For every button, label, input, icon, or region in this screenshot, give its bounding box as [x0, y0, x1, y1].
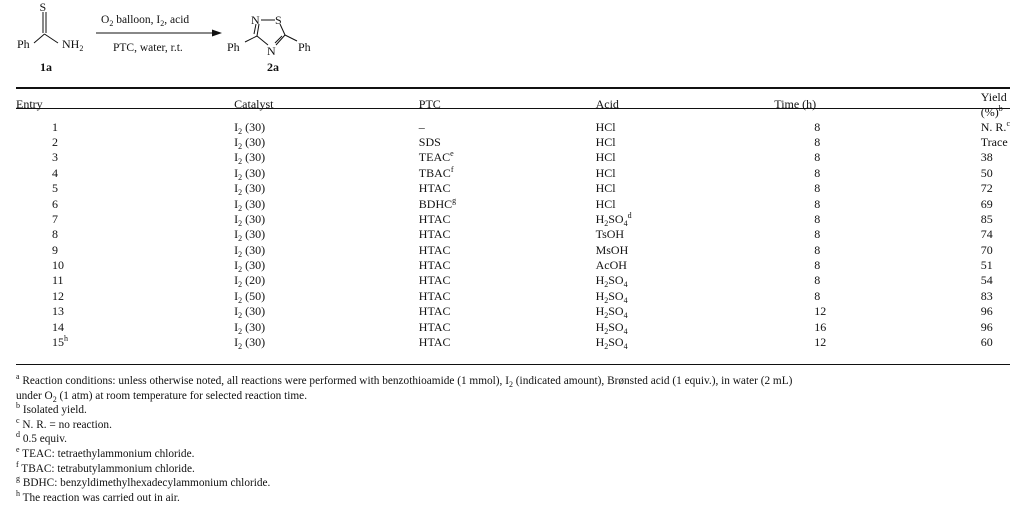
header-entry: Entry	[16, 97, 43, 112]
table-row	[16, 288, 1010, 303]
table-row	[16, 242, 1010, 257]
cell-time: 8	[814, 165, 821, 180]
cell-catalyst: $I_2$ (30)	[234, 119, 266, 136]
cell-time: 8	[814, 258, 821, 273]
cell-yield: 85	[980, 211, 993, 226]
cell-yield: 72	[980, 181, 993, 196]
cell-time: 12	[814, 304, 827, 319]
ptc-footnote-mark: g	[452, 195, 457, 205]
cell-acid: AcOH	[595, 258, 627, 273]
product-label: 2a	[267, 60, 279, 74]
cell-acid: HCl	[595, 134, 616, 149]
cell-entry: 8	[52, 227, 58, 242]
cell-ptc: HTAC	[418, 227, 451, 242]
cell-entry: 14	[52, 319, 64, 334]
table-bottom-rule	[16, 364, 1010, 365]
cell-entry: 1	[52, 119, 58, 134]
product-atom-n-bottom: N	[267, 44, 276, 58]
footnote-e: $^e$ TEAC: tetraethylammonium chloride.	[16, 444, 195, 460]
cell-ptc: HTAC	[418, 319, 451, 334]
cell-time: 16	[814, 319, 827, 334]
table-row	[16, 335, 1010, 350]
table-row	[16, 135, 1010, 150]
table-row	[16, 150, 1010, 165]
header-catalyst: Catalyst	[234, 97, 274, 112]
cell-acid: $H_2SO_4$	[595, 288, 628, 305]
footnote-h: $^h$ The reaction was carried out in air.	[16, 488, 180, 504]
entry-footnote-mark: h	[64, 334, 68, 344]
product-group-ph-left: Ph	[227, 40, 240, 54]
cell-time: 8	[814, 196, 821, 211]
cell-time: 8	[814, 119, 821, 134]
cell-catalyst: $I_2$ (30)	[234, 304, 266, 321]
cell-entry: 5	[52, 181, 58, 196]
cell-ptc: SDS	[418, 134, 441, 149]
cell-entry: 3	[52, 150, 58, 165]
reactant-group-nh2: $NH_2$	[62, 37, 84, 53]
cell-ptc: HTAC	[418, 211, 451, 226]
cell-catalyst: $I_2$ (30)	[234, 134, 266, 151]
cell-catalyst: $I_2$ (20)	[234, 273, 266, 290]
cell-yield: 70	[980, 242, 993, 257]
cell-catalyst: $I_2$ (30)	[234, 258, 266, 275]
table-row	[16, 181, 1010, 196]
cell-catalyst: $I_2$ (30)	[234, 227, 266, 244]
cell-catalyst: $I_2$ (30)	[234, 319, 266, 336]
cell-time: 8	[814, 150, 821, 165]
cell-acid: MsOH	[595, 242, 629, 257]
cell-catalyst: $I_2$ (30)	[234, 335, 266, 352]
cell-ptc: –	[418, 119, 425, 134]
cell-entry: 2	[52, 134, 58, 149]
cell-time: 12	[814, 335, 827, 350]
conditions-bottom: PTC, water, r.t.	[113, 42, 183, 54]
cell-ptc: HTAC	[418, 258, 451, 273]
table-row	[16, 165, 1010, 180]
table-row	[16, 258, 1010, 273]
cell-yield: 54	[980, 273, 993, 288]
reactant-label: 1a	[40, 60, 52, 74]
footnote-g: $^g$ BDHC: benzyldimethylhexadecylammonium chloride.	[16, 474, 271, 490]
cell-catalyst: $I_2$ (30)	[234, 181, 266, 198]
table-row	[16, 319, 1010, 334]
cell-entry: 7	[52, 211, 58, 226]
yield-footnote-mark: c	[1006, 118, 1010, 128]
table-row	[16, 227, 1010, 242]
cell-entry: 6	[52, 196, 58, 211]
cell-catalyst: $I_2$ (30)	[234, 150, 266, 167]
footnote-a: $^a$ Reaction conditions: unless otherwise noted, all reactions were performed with benzothioamide (1 mmol), $I_2$ (indicated amount), Brønsted acid (1 equiv.), in water (2 mL) under $O_2$ (1 atm) at room temperature for selected reaction time.	[16, 372, 793, 404]
cell-time: 8	[814, 288, 821, 303]
table-body	[16, 119, 1010, 350]
footnote-e-mark: e	[16, 444, 20, 454]
product-group-ph-right: Ph	[298, 40, 311, 54]
cell-acid: HCl	[595, 165, 616, 180]
cell-acid: HCl	[595, 181, 616, 196]
table-row	[16, 304, 1010, 319]
cell-entry: 11	[52, 273, 64, 288]
cell-ptc: TBAC$^f$	[418, 164, 454, 180]
cell-yield: 38	[980, 150, 993, 165]
table-row	[16, 212, 1010, 227]
footnote-a-mark: a	[16, 372, 20, 381]
cell-acid: $H_2SO_4$	[595, 319, 628, 336]
cell-acid: TsOH	[595, 227, 625, 242]
cell-time: 8	[814, 242, 821, 257]
table-header-row	[16, 90, 1010, 119]
cell-acid: $H_2SO_4^d$	[595, 210, 632, 228]
reactant-atom-s: S	[39, 0, 47, 14]
cell-ptc: TEAC$^e$	[418, 149, 454, 165]
cell-catalyst: $I_2$ (30)	[234, 211, 266, 228]
product-atom-s: S	[275, 13, 282, 27]
header-yield-footnote-mark: b	[998, 103, 1003, 113]
cell-acid: $H_2SO_4$	[595, 273, 628, 290]
conditions-top: $O_2$ balloon, $I_2$, acid	[101, 14, 190, 28]
footnote-d: $^d$ 0.5 equiv.	[16, 430, 67, 446]
footnote-h-mark: h	[16, 488, 20, 498]
cell-entry: 9	[52, 242, 58, 257]
header-ptc: PTC	[418, 97, 441, 112]
cell-time: 8	[814, 211, 821, 226]
table-row	[16, 119, 1010, 134]
cell-ptc: BDHC$^g$	[418, 195, 457, 211]
footnote-f: $^f$ TBAC: tetrabutylammonium chloride.	[16, 459, 195, 475]
cell-catalyst: $I_2$ (30)	[234, 242, 266, 259]
table-top-rule	[16, 87, 1010, 89]
cell-entry: 4	[52, 165, 58, 180]
cell-time: 8	[814, 134, 821, 149]
cell-ptc: HTAC	[418, 304, 451, 319]
cell-catalyst: $I_2$ (30)	[234, 196, 266, 213]
cell-entry: 15$^h$	[52, 334, 68, 350]
cell-time: 8	[814, 181, 821, 196]
cell-acid: HCl	[595, 150, 616, 165]
cell-entry: 13	[52, 304, 64, 319]
cell-acid: HCl	[595, 119, 616, 134]
header-acid: Acid	[595, 97, 619, 112]
footnote-f-mark: f	[16, 459, 19, 469]
footnote-b: $^b$ Isolated yield.	[16, 401, 87, 417]
header-time: Time (h)	[774, 97, 817, 112]
product-atom-n-top: N	[251, 13, 260, 27]
cell-yield: 51	[980, 258, 993, 273]
cell-yield: 83	[980, 288, 993, 303]
reaction-scheme	[0, 0, 1022, 80]
cell-acid: $H_2SO_4$	[595, 335, 628, 352]
cell-ptc: HTAC	[418, 181, 451, 196]
cell-entry: 10	[52, 258, 64, 273]
cell-entry: 12	[52, 288, 64, 303]
cell-yield: 96	[980, 319, 993, 334]
cell-yield: 60	[980, 335, 993, 350]
ptc-footnote-mark: f	[450, 164, 454, 174]
cell-acid: HCl	[595, 196, 616, 211]
cell-time: 8	[814, 227, 821, 242]
acid-footnote-mark: d	[627, 210, 632, 220]
header-yield: Yield (%)$^b$	[980, 90, 1007, 119]
table-row	[16, 273, 1010, 288]
cell-catalyst: $I_2$ (50)	[234, 288, 266, 305]
footnote-d-mark: d	[16, 430, 20, 440]
cell-ptc: HTAC	[418, 273, 451, 288]
cell-ptc: HTAC	[418, 288, 451, 303]
cell-yield: 69	[980, 196, 993, 211]
results-table	[16, 90, 1010, 350]
cell-catalyst: $I_2$ (30)	[234, 165, 266, 182]
cell-yield: 74	[980, 227, 993, 242]
reactant-structure	[34, 12, 58, 43]
cell-ptc: HTAC	[418, 242, 451, 257]
cell-time: 8	[814, 273, 821, 288]
table-row	[16, 196, 1010, 211]
cell-yield: 96	[980, 304, 993, 319]
reactant-group-ph: Ph	[17, 37, 30, 51]
footnote-b-mark: b	[16, 401, 20, 411]
cell-yield: 50	[980, 165, 993, 180]
ptc-footnote-mark: e	[450, 149, 454, 159]
footnote-c: $^c$ N. R. = no reaction.	[16, 415, 112, 431]
cell-yield: N. R.$^c$	[980, 118, 1010, 134]
reaction-arrow	[96, 30, 222, 37]
cell-ptc: HTAC	[418, 335, 451, 350]
footnotes	[16, 374, 1012, 505]
footnote-c-mark: c	[16, 415, 20, 425]
cell-yield: Trace	[980, 134, 1008, 149]
cell-acid: $H_2SO_4$	[595, 304, 628, 321]
footnote-g-mark: g	[16, 474, 20, 484]
